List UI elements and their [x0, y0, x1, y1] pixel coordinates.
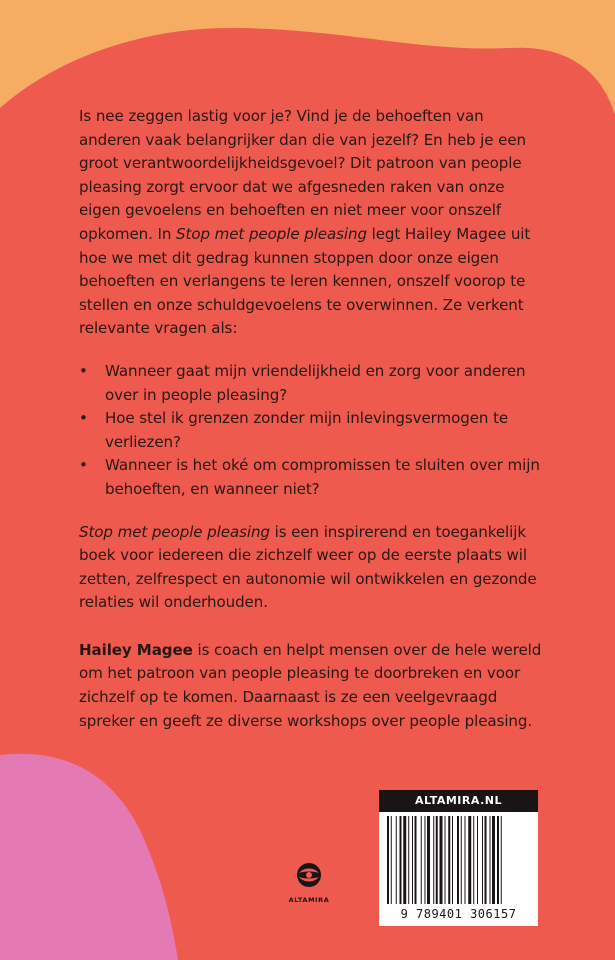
barcode-bar	[408, 816, 409, 904]
publisher-website: ALTAMIRA.NL	[379, 790, 538, 812]
publisher-name: ALTAMIRA	[288, 896, 330, 904]
barcode-bar	[440, 816, 443, 904]
top-accent-shape	[0, 0, 615, 115]
barcode-bar	[468, 816, 471, 904]
barcode-bar	[421, 816, 422, 904]
barcode-bar	[501, 816, 502, 904]
barcode-bar	[445, 816, 446, 904]
barcode-bar	[425, 816, 426, 904]
list-item-text: Hoe stel ik grenzen zonder mijn inlevingsvermogen te verliezen?	[105, 409, 509, 451]
intro-text-1: Is nee zeggen lastig voor je? Vind je de behoeften van anderen vaak belangrijker dan die van jezelf? En heb je een groot verantwoordelijkheidsgevoel? Dit patroon van people pleasing zorgt ervoor dat we afgesneden raken van onze eigen gevoelens en behoeften en niet meer voor onszelf opkomen. In	[79, 107, 526, 243]
publisher-logo	[286, 860, 332, 904]
altamira-logo-icon	[294, 860, 324, 890]
barcode-bar	[457, 816, 459, 904]
list-item	[79, 454, 549, 501]
barcode-bar	[452, 816, 453, 904]
barcode-bar	[485, 816, 487, 904]
list-item-text: Wanneer is het oké om compromissen te sluiten over mijn behoeften, en wanneer niet?	[105, 456, 540, 498]
list-item-text: Wanneer gaat mijn vriendelijkheid en zorg voor anderen over in people pleasing?	[105, 361, 526, 404]
author-bio: is coach en helpt mensen over de hele wereld om het patroon van people pleasing te doorbreken en voor zichzelf op te komen. Daarnaast is ze een veelgevraagd spreker en geeft ze diverse workshops over people pleasing.	[79, 640, 542, 730]
intro-text-2: legt Hailey Magee uit hoe we met dit gedrag kunnen stoppen door onze eigen behoeften en verlangens te leren kennen, onszelf voorop te stellen en onze schuldgevoelens te overwinnen. Ze verkent relevante vragen als:	[79, 224, 531, 338]
book-title-italic: Stop met people pleasing	[176, 224, 367, 243]
barcode-bar	[412, 816, 413, 904]
barcode-bar	[433, 816, 434, 904]
author-paragraph	[79, 639, 549, 733]
barcode-bar	[396, 816, 397, 904]
bullet-icon: •	[79, 409, 88, 428]
closing-text: is een inspirerend en toegankelijk boek voor iedereen die zichzelf weer op de eerste plaats wil zetten, zelfrespect en autonomie wil ontwikkelen en gezonde relaties wil onderhouden.	[79, 522, 537, 612]
barcode-icon	[385, 816, 532, 906]
bullet-icon: •	[79, 361, 88, 380]
barcode-label	[379, 790, 538, 926]
barcode-bar	[477, 816, 478, 904]
barcode-bar	[436, 816, 438, 904]
question-list	[79, 360, 549, 502]
intro-paragraph	[79, 105, 549, 341]
bullet-icon: •	[79, 456, 88, 475]
back-cover-text	[79, 105, 549, 733]
barcode-bar	[492, 816, 495, 904]
barcode-bar	[391, 816, 392, 904]
isbn-number: 9 789401 306157	[400, 907, 517, 921]
list-item	[79, 407, 549, 454]
author-name: Hailey Magee	[79, 640, 193, 659]
barcode-bar	[465, 816, 466, 904]
barcode-bar	[448, 816, 450, 904]
barcode-bar	[482, 816, 483, 904]
barcode-bar	[403, 816, 406, 904]
barcode-bar	[461, 816, 462, 904]
barcode-bar	[473, 816, 474, 904]
closing-paragraph	[79, 521, 549, 615]
book-title-italic: Stop met people pleasing	[79, 522, 270, 541]
list-item	[79, 360, 549, 407]
barcode-bar	[497, 816, 499, 904]
barcode-bar	[427, 816, 430, 904]
barcode-bar	[400, 816, 402, 904]
barcode-bar	[415, 816, 417, 904]
bottom-accent-shape	[0, 754, 178, 960]
barcode-bar	[490, 816, 491, 904]
barcode-bar	[387, 816, 389, 904]
